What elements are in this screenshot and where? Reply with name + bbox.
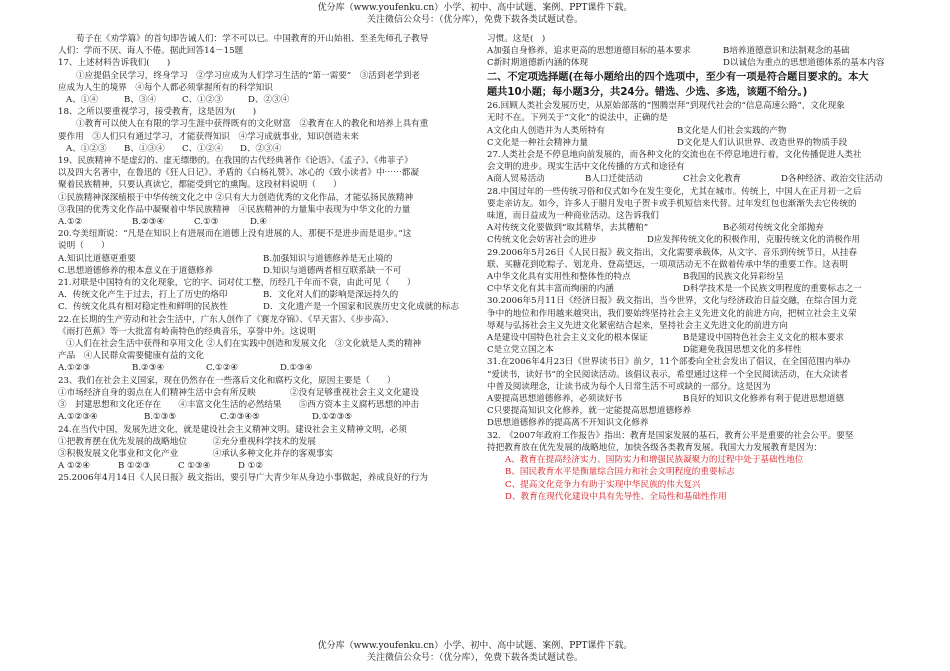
question-line: ①把教育摆在优先发展的战略地位 ②充分重视科学技术的发展 [58, 436, 316, 447]
choice-a: A、教育在提高经济实力、国防实力和增强民族凝聚力的过程中处于基础性地位 [505, 455, 804, 466]
choice-b: B、①③④ [124, 143, 165, 154]
question-line: ①民族精神深深植根于中华传统文化之中 ②只有大力创造优秀的文化作品，才能弘扬民族精神 [58, 192, 414, 203]
question-line: 29.2006年5月26日《人民日报》载文指出，文化需要承载体，从文字、音乐到传统节日，从挂春 [487, 247, 857, 258]
question-line: 产品 ④人民群众需要健康有益的文化 [58, 351, 205, 362]
choice-b: B、国民教育水平是衡量综合国力和社会文明程度的重要标志 [505, 467, 735, 478]
question-line: 味道，而日益成为一种商业活动。这告诉我们 [487, 211, 659, 222]
choice-c: C.思想道德修养的根本意义在于道德修养 [58, 265, 214, 276]
question-20 [58, 228, 463, 277]
answer-choices [58, 289, 463, 301]
choice-a: A、①②③ [66, 143, 107, 154]
question-line: 要走亲访友。如今，许多人于腊月发电子贺卡或手机短信来代替。过年发红包也渐渐失去它传统的 [487, 198, 857, 209]
question-line: 23、我们在社会主义国家，现在仍然存在一些落后文化和腐朽文化，原因主要是（ ） [58, 375, 396, 386]
question-27 [487, 149, 905, 186]
answer-choices [487, 125, 905, 137]
choice-d: D、教育在现代化建设中具有先导性、全局性和基础性作用 [505, 491, 727, 502]
choice-d: D以诚信为重点的思想道德体系的基本内容 [723, 58, 885, 69]
choice-d: D应发挥传统文化的积极作用，克服传统文化的消极作用 [647, 235, 861, 246]
choice-c: C、提高文化竞争力有助于实现中华民族的伟大复兴 [505, 479, 701, 490]
intro-line: 荀子在《劝学篇》的首句即告诫人们：学不可以已。中国教育的开山始祖、至圣先师孔子教导 [76, 34, 429, 44]
question-29 [487, 247, 905, 296]
choice-c: C.②③④⑤ [220, 412, 260, 423]
choice-c: C是立党立国之本 [487, 345, 554, 356]
question-26 [487, 100, 905, 149]
choice-c: C新时期道德新内涵的体现 [487, 58, 589, 69]
question-17 [58, 57, 463, 106]
question-line: 争中的地位和作用越来越突出，我们要始终坚持社会主义先进文化的前进方向，把树立社会主义荣 [487, 308, 857, 319]
answer-choices [487, 222, 905, 234]
left-column [58, 33, 463, 639]
choice-d: D．文化遗产是一个国家和民族历史文化成就的标志 [263, 302, 459, 313]
question-23 [58, 375, 463, 424]
choice-a: A对传统文化要做到“取其精华，去其糟粕” [487, 223, 649, 234]
choice-a: A.①②③④ [58, 412, 98, 423]
choice-d: D.①③④ [280, 363, 313, 374]
answer-choices [58, 94, 463, 106]
choice-a: A是建设中国特色社会主义文化的根本保证 [487, 333, 648, 344]
choice-b: B.②③④ [132, 217, 165, 228]
choice-b: B ①②③ [118, 461, 151, 472]
section-heading: 题共10小题；每小题3分，共24分。错选、少选、多选，该题不给分。) [487, 86, 808, 98]
question-stem: 18、之所以要重视学习，接受教育，这是因为( ) [58, 107, 257, 118]
question-line: ①市场经济自身的弱点在人们精神生活中会有所反映 ②没有足够重视社会主义文化建设 [58, 387, 419, 398]
answer-choices [58, 265, 463, 277]
answer-choices [487, 57, 905, 69]
choice-b: B是建设中国特色社会主义文化的根本要求 [683, 333, 845, 344]
question-25-continued: 习惯。这是( ) [487, 34, 546, 44]
choice-d: D.知识与道德两者相互联系缺一不可 [263, 265, 402, 276]
question-option-line: ①应提倡全民学习，终身学习 ②学习应成为人们学习生活的“第一需要” ③活到老学到老 [76, 70, 420, 81]
choice-a: A．传统文化产生于过去，打上了历史的烙印 [58, 290, 228, 301]
question-line: 中普及阅读理念，让读书成为每个人日常生活不可或缺的一部分。这是因为 [487, 381, 771, 392]
page-footer [0, 641, 950, 664]
choice-a: A要提高思想道德修养，必须读好书 [487, 394, 623, 405]
header-line-2: 关注微信公众号：（优分库），免费下载各类试题试卷。 [366, 14, 583, 25]
question-30 [487, 295, 905, 356]
question-line: ①人们在社会生活中获得和享用文化 ②人们在实践中创造和发展文化 ③文化就是人类的精神 [66, 339, 422, 350]
choice-c: C、①②③ [182, 95, 223, 106]
choice-d: D、②③④ [240, 143, 282, 154]
choice-b: B培养道德意识和法制观念的基础 [723, 46, 850, 57]
choice-b: B.②③④ [132, 363, 165, 374]
question-line: 说明（ ） [58, 241, 110, 252]
right-column [487, 33, 905, 639]
answer-choices [58, 362, 463, 374]
question-option-line: 要作用 ③人们只有通过学习，才能获得知识 ④学习成就事业，知识创造未来 [58, 131, 359, 142]
footer-line-1: 优分库（www.youfenku.cn）小学、初中、高中试题、案例、PPT课件下载。 [317, 641, 633, 651]
question-18 [58, 106, 463, 155]
choice-d: D科学技术是一个民族文明程度的重要标志之一 [683, 284, 862, 295]
question-line: ③ 封建思想和文化还存在 ④丰富文化生活的必然结果 ⑤西方资本主义腐朽思想的冲击 [58, 400, 419, 411]
answer-choices [487, 283, 905, 295]
question-line: 32. 《2007年政府工作报告》指出：教育是国家发展的基石，教育公平是重要的社会公平。要坚 [487, 430, 854, 441]
choice-a: A商人贸易活动 [487, 174, 545, 185]
choice-c: C社会文化教育 [683, 174, 742, 185]
choice-d: D ①② [238, 461, 264, 472]
choice-d: D文化是人们认识世界、改造世界的物质手段 [677, 137, 848, 148]
choice-c: C.①③ [194, 217, 219, 228]
choice-b: B.加强知识与道德修养是无止境的 [263, 253, 393, 264]
question-line: 31.在2006年4月23日《世界读书日》前夕，11个部委向全社会发出了倡议，在全国范围内举办 [487, 357, 851, 368]
section-heading: 二、不定项选择题(在每小题给出的四个选项中，至少有一项是符合题目要求的。本大 [487, 71, 869, 83]
question-19 [58, 155, 463, 228]
answer-choices [487, 173, 905, 185]
choice-c: C．传统文化具有相对稳定性和鲜明的民族性 [58, 302, 228, 313]
choice-b: B．文化对人们的影响是深远持久的 [263, 290, 399, 301]
choice-d: D能避免我国思想文化的多样性 [683, 345, 802, 356]
choice-c: C ①③④ [178, 461, 211, 472]
choice-b: B.①③⑤ [144, 412, 177, 423]
question-25-stem: 25.2006年4月14日《人民日报》载文指出，要引导广大青少年从身边小事做起，养成良好的行为 [58, 473, 428, 484]
answer-choices [58, 253, 463, 265]
choice-a: A中华文化具有实用性和整体性的特点 [487, 272, 631, 283]
question-line: ③积极发展文化事业和文化产业 ④承认多种文化并存的客观事实 [58, 448, 334, 459]
question-line: 19、民族精神不是虚幻的、虚无缥缈的。在我国的古代经典著作《论语》、《孟子》、《弗菲子》 [58, 156, 413, 167]
answer-choices [58, 460, 463, 472]
question-line: 24.在当代中国，发展先进文化，就是建设社会主义精神文明。建设社会主义精神文明，必须 [58, 424, 407, 435]
question-line: 聚着民族精神，只要认真读它，都能受到它的熏陶。这段材料说明（ ） [58, 180, 342, 191]
choice-d: D.①②③⑤ [312, 412, 353, 423]
page-header [0, 3, 950, 26]
question-24 [58, 424, 463, 473]
question-line: 辱观与弘扬社会主义先进文化紧密结合起来，坚持社会主义先进文化的前进方向 [487, 320, 788, 331]
choice-c: C、①②④ [182, 143, 223, 154]
answer-choices [487, 344, 905, 356]
question-line: 《雨打芭蕉》等一大批富有岭南特色的经典音乐，享誉中外。这说明 [58, 326, 316, 337]
choice-d: D、②③④ [248, 95, 290, 106]
answer-choices [487, 332, 905, 344]
question-line: 持把教育放在优先发展的战略地位，加快各级各类教育发展。我国大力发展教育是因为： [487, 442, 823, 453]
question-31 [487, 356, 905, 429]
question-line: 27.人类社会是不停息地向前发展的，而各种文化的交流也在不停息地进行着，文化传播促进人类社 [487, 150, 862, 161]
question-option-line: ①教育可以使人在有限的学习生涯中获得既有的文化财富 ②教育在人的教化和培养上具有重 [76, 119, 429, 130]
choice-a: A.知识比道德更重要 [58, 253, 136, 264]
choice-b: B、③④ [124, 95, 157, 106]
answer-choices [58, 143, 463, 155]
choice-a: A文化由人创造并为人类所特有 [487, 125, 605, 136]
question-line: 26.回顾人类社会发展历史，从原始部落的“图腾崇拜”到现代社会的“信息高速公路”，文化现象 [487, 101, 845, 112]
question-32 [487, 430, 905, 503]
question-line: 28.中国过年的一些传统习俗和仪式如今在发生变化，尤其在城市。传统上，中国人在正月初一之后 [487, 186, 862, 197]
question-line: ③我国的优秀文化作品中凝聚着中华民族精神 ④民族精神的力量集中表现为中华文化的力量 [58, 204, 411, 215]
question-line: 会文明的进步。现实生活中文化传播的方式和途径有 [487, 162, 685, 173]
choice-c: C传统文化会妨害社会的进步 [487, 235, 597, 246]
answer-choices [58, 301, 463, 313]
choice-b: B文化是人们社会实践的产物 [677, 125, 787, 136]
choice-c: C只要提高知识文化修养，就一定能提高思想道德修养 [487, 406, 692, 417]
answer-choices [58, 411, 463, 423]
choice-c: C中华文化有其丰富而绚丽的内涵 [487, 284, 614, 295]
choice-d: D各种经济、政治交往活动 [781, 174, 883, 185]
choice-b: B良好的知识文化修养有利于促进思想道德 [683, 394, 845, 405]
answer-choices [487, 137, 905, 149]
answer-choices [487, 271, 905, 283]
question-line: 联、买糖花到吃粽子、划龙舟、登高望远，一项项活动无不在做着传承中华的重要工作。这表明 [487, 259, 848, 270]
answer-choices [58, 216, 463, 228]
question-28 [487, 186, 905, 247]
choice-a: A.①② [58, 217, 83, 228]
choice-a: A加强自身修养，追求更高的思想道德目标的基本要求 [487, 46, 691, 57]
question-option-line: 应成为人生的境界 ④每个人都必须掌握所有的科学知识 [58, 82, 273, 93]
choice-b: B人口迁徙活动 [585, 174, 643, 185]
question-stem: 17、上述材料告诉我们( ) [58, 58, 171, 69]
choice-a: A、①④ [66, 95, 98, 106]
question-line: 20.夸美纽斯说：“凡是在知识上有进展而在道德上没有进展的人，那便不是进步而是退步。”这 [58, 229, 412, 240]
answer-choices [487, 234, 905, 246]
choice-b: B我国的民族文化异彩纷呈 [683, 272, 784, 283]
choice-a: A ①②④ [58, 461, 91, 472]
answer-choices [487, 393, 905, 405]
question-line: 以及四大名著中，在鲁迅的《狂人日记》、矛盾的《白杨礼赞》、冰心的《致小读者》中⋯⋯都凝 [58, 168, 419, 179]
question-line: 22.在长期的生产劳动和社会生活中，广东人创作了《赛龙夺锦》、《早天雷》、《步步高》、 [58, 314, 394, 325]
question-22 [58, 314, 463, 375]
header-line-1: 优分库（www.youfenku.cn）小学、初中、高中试题、案例、PPT课件下载。 [317, 3, 633, 13]
choice-c: C文化是一种社会精神力量 [487, 137, 589, 148]
question-line: 30.2006年5月11日《经济日报》载文指出，当今世界，文化与经济政治日益交融，在综合国力竞 [487, 296, 857, 307]
answer-choices [487, 45, 905, 57]
question-line: “爱读书，读好书”的全民阅读活动。该倡议表示，希望通过这样一个全民阅读活动，在大众读者 [487, 369, 849, 380]
choice-d: D思想道德修养的提高离不开知识文化修养 [487, 418, 649, 429]
choice-d: D.④ [250, 217, 268, 228]
footer-line-2: 关注微信公众号：（优分库），免费下载各类试题试卷。 [366, 652, 583, 663]
choice-b: B必须对传统文化全部抛弃 [723, 223, 824, 234]
question-stem: 21.对联是中国特有的文化现象，它的字、词对仗工整，历经几千年而不衰，由此可见（ ） [58, 278, 416, 289]
intro-line: 人们：学而不厌、诲人不倦。据此回答14－15题 [58, 46, 244, 57]
choice-c: C.①②④ [206, 363, 239, 374]
question-line: 无时不在。下列关于“文化”的说法中，正确的是 [487, 113, 668, 124]
choice-a: A.①②③ [58, 363, 91, 374]
question-21 [58, 277, 463, 314]
